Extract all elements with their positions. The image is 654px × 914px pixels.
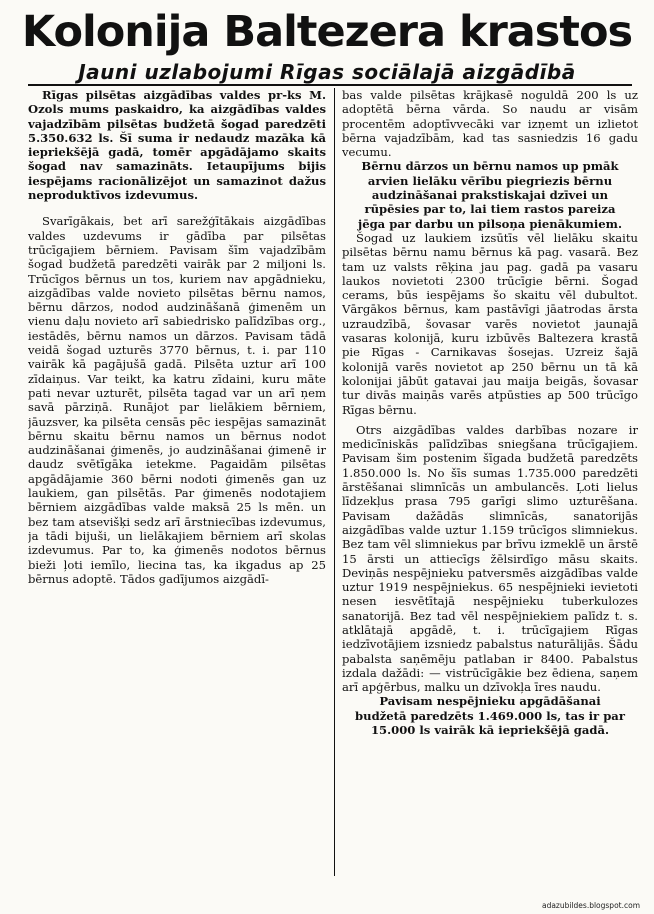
top-rule bbox=[28, 84, 632, 86]
article-paragraph: bas valde pilsētas krājkasē noguldā 200 ls uz adoptētā bērna vārda. So naudu ar visām procentēm adoptīvvecāki var izņemt un izlietot bērna vajadzībām, kad tas sasniedzis 16 gadu vecumu. bbox=[342, 88, 638, 160]
article-paragraph: Šogad uz laukiem izsūtīs vēl lielāku skaitu pilsētas bērnu namu bērnus kā pag. vasarā. Bez tam uz valsts rēķina jau pag. gadā pa vasaru laukos novietoti 2300 trūcīgie bērni. Šogad cerams, būs iespējams šo skaitu vēl dubultot. Vārgākos bērnus, kam pastāvīgi jāatrodas ārsta uzraudzībā, šovasar varēs novietot jaunajā vasaras kolonijā, kuru izbūvēs Baltezera krastā pie Rīgas - Carnikavas šosejas. Uzreiz šajā kolonijā varēs novietot ap 250 bērnu un tā kā kolonijai jābūt gatavai jau maija beigās, šovasar tur divās maiņās varēs atpūsties ap 500 trūcīgo Rīgas bērnu. bbox=[342, 230, 638, 417]
source-credit: adazubildes.blogspot.com bbox=[541, 901, 640, 910]
headline: Kolonija Baltezera krastos bbox=[21, 7, 633, 57]
paragraph-gap bbox=[28, 202, 326, 214]
closing-note: Pavisam nespējnieku apgādāšanai budžetā paredzēts 1.469.000 ls, tas ir par 15.000 ls vairāk kā iepriekšējā gadā. bbox=[355, 694, 625, 738]
subheadline: Jauni uzlabojumi Rīgas sociālajā aizgādībā bbox=[78, 60, 576, 84]
lead-paragraph: Rīgas pilsētas aizgādības valdes pr-ks M. Ozols mums paskaidro, ka aizgādības valdes vajadzībām pilsētas budžetā šogad paredzēti 5.350.632 ls. Šī suma ir nedaudz mazāka kā iepriekšējā gadā, tomēr apgādājamo skaits šogad nav samazināts. Ietaupījums bijis iespējams racionālizējot un samazinot dažus neproduktīvos izdevumus. bbox=[28, 88, 326, 203]
left-column bbox=[28, 88, 326, 888]
column-divider bbox=[334, 88, 335, 876]
bold-note: Bērnu dārzos un bērnu namos up pmāk arvien lielāku vērību piegriezis bērnu audzināšanai prakstiskajai dzīvei un rūpēsies par to, lai tiem rastos pareiza jēga par darbu un pilsoņa pienākumiem. bbox=[358, 159, 622, 231]
right-column bbox=[342, 88, 638, 888]
article-paragraph: Otrs aizgādības valdes darbības nozare ir medicīniskās palīdzības sniegšana trūcīgajiem. Pavisam šim postenim šīgada budžetā paredzēts 1.850.000 ls. No šīs sumas 1.735.000 paredzēti ārstēšanai slimnīcās un ambulancēs. Ļoti lielus līdzekļus prasa 795 garīgi slimo uzturēšana. Pavisam dažādās slimnīcās, sanatorijās aizgādības valde uztur 1.159 trūcīgos slimniekus. Bez tam vēl slimniekus par brīvu izmeklē un ārstē 15 ārsti un attiecīgs žēlsirdīgo māsu skaits. Deviņās nespējnieku patversmēs aizgādības valde uztur 1919 nespējniekus. 65 nespējnieki ievietoti nesen iesvētītajā nespējnieku tuberkulozes sanatorijā. Bez tad vēl nespējniekiem palīdz t. s. atklātajā apgādē, t. i. trūcīgajiem Rīgas iedzīvotājiem izsniedz pabalstus naturālijās. Šādu pabalsta saņēmēju patlaban ir 8400. Pabalstus izdala dažādi: — vistrūcīgākie bez ēdiena, saņem arī apģērbus, malku un dzīvokļa īres naudu. bbox=[342, 422, 638, 695]
article-paragraph: Svarīgākais, bet arī sarežģītākais aizgādības valdes uzdevums ir gādība par pilsētas trūcīgajiem bērniem. Pavisam šīm vajadzībām šogad budžetā paredzēti vairāk par 2 miljoni ls. Trūcīgos bērnus un tos, kuriem nav apgādnieku, aizgādības valde novieto pilsētas bērnu namos, bērnu dārzos, nodod audzināšanā ģimenēm un vienu daļu novieto arī sabiedrisko palīdzības org., iestādēs, bērnu namos un dārzos. Pavisam tādā veidā šogad uzturēs 3770 bērnus, t. i. par 110 vairāk kā pagājušā gadā. Pilsēta uztur arī 100 zīdaiņus. Var teikt, ka katru zīdaini, kuru māte pati nevar uzturēt, pilsēta tagad var un arī ņem savā pārziņā. Runājot par lielākiem bērniem, jāuzsver, ka pilsēta censās pēc iespējas samazināt bērnu skaitu bērnu namos un bērnus nodot audzināšanai ģimenēs, jo audzināšanai ģimenē ir daudz svētīgāka ietekme. Pagaidām pilsētas apgādājamie 360 bērni nodoti ģimenēs gan uz laukiem, gan pilsētās. Par ģimenēs nodotajiem bērniem aizgādības valde maksā 25 ls mēn. un bez tam atsevišķi sedz arī ārstniecības izdevumus, ja tādi bijuši, un lielākajiem bērniem arī skolas izdevumus. Par to, ka ģimenēs nodotos bērnus bieži ļoti iemīlo, liecina tas, ka ikgadus ap 25 bērnus adoptē. Tādos gadījumos aizgādī- bbox=[28, 214, 326, 586]
